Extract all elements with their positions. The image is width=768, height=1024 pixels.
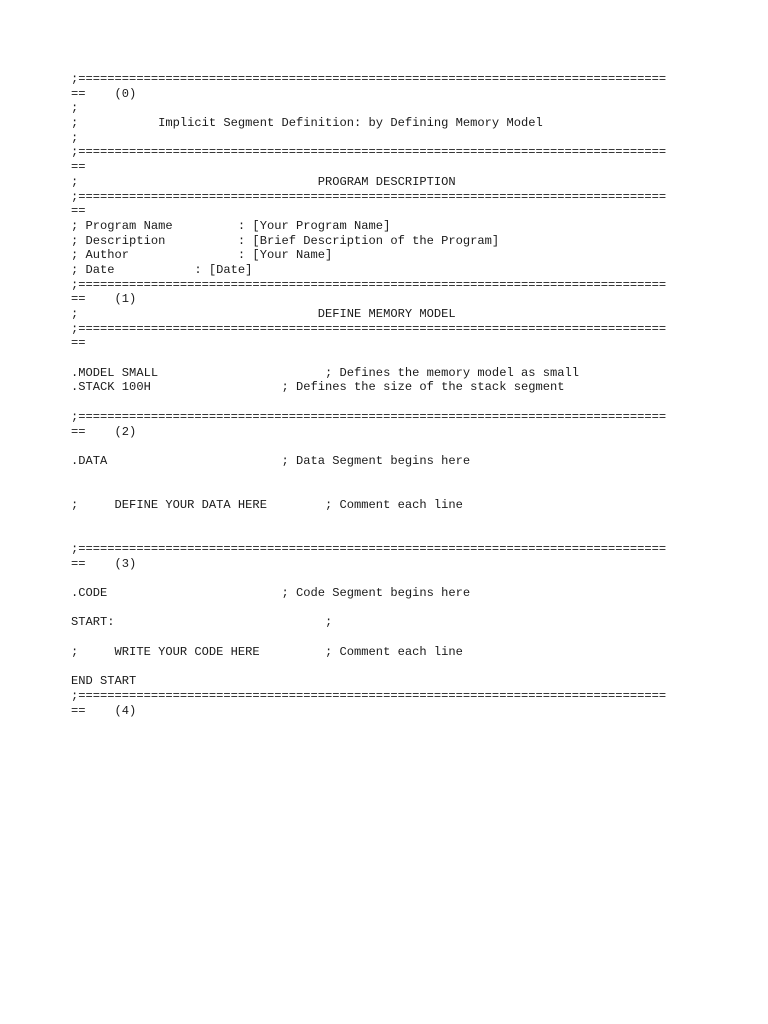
document-line: ; DEFINE YOUR DATA HERE ; Comment each line (71, 497, 463, 512)
document-line: END START (71, 674, 137, 689)
document-line: ; (71, 130, 79, 145)
document-line (71, 469, 711, 484)
document-line (71, 513, 711, 528)
document-line: == (4) (71, 703, 137, 718)
document-body (71, 72, 711, 718)
document-line: .DATA ; Data Segment begins here (71, 453, 471, 468)
document-line: == (71, 336, 86, 351)
document-line: ; WRITE YOUR CODE HERE ; Comment each line (71, 644, 463, 659)
document-line: == (1) (71, 292, 137, 307)
document-line (71, 439, 711, 454)
document-line: ; Implicit Segment Definition: by Defining Memory Model (71, 116, 543, 131)
document-line: ; (71, 101, 79, 116)
document-line: ;================================================================================= (71, 321, 667, 336)
document-line: == (3) (71, 556, 137, 571)
document-line: ; Author : [Your Name] (71, 248, 333, 263)
document-line (71, 483, 711, 498)
document-line (71, 527, 711, 542)
document-line: ;================================================================================= (71, 72, 667, 86)
document-line: == (71, 160, 86, 175)
document-line: START: ; (71, 615, 333, 630)
document-line: .STACK 100H ; Defines the size of the stack segment (71, 380, 565, 395)
document-line: ;================================================================================= (71, 409, 667, 424)
document-line: ; PROGRAM DESCRIPTION (71, 174, 456, 189)
document-line: .CODE ; Code Segment begins here (71, 586, 471, 601)
document-line (71, 601, 711, 616)
document-line: ; Description : [Brief Description of the Program] (71, 233, 500, 248)
document-line (71, 660, 711, 675)
document-line: ;================================================================================= (71, 189, 667, 204)
document-line: ; Program Name : [Your Program Name] (71, 218, 391, 233)
document-line (71, 571, 711, 586)
document-line: ;================================================================================= (71, 688, 667, 703)
document-line: .MODEL SMALL ; Defines the memory model as small (71, 365, 580, 380)
document-line: ;================================================================================= (71, 542, 667, 556)
document-line: == (0) (71, 86, 137, 101)
document-line: == (2) (71, 424, 137, 439)
document-line (71, 351, 711, 366)
document-line: ; DEFINE MEMORY MODEL (71, 307, 456, 321)
document-line (71, 630, 711, 645)
document-line (71, 395, 711, 410)
document-line: ;================================================================================= (71, 277, 667, 292)
document-line: ;================================================================================= (71, 145, 667, 160)
document-line: == (71, 204, 86, 219)
document-line: ; Date : [Date] (71, 262, 253, 277)
